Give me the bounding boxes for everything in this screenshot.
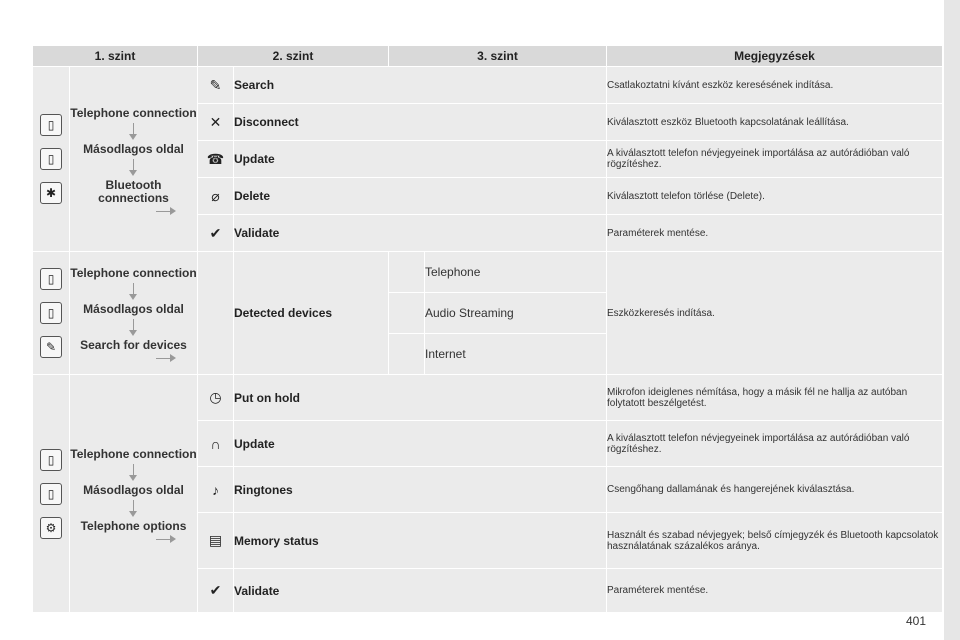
phone-button-icon: ▯ [40,268,62,290]
menu-item-label: Ringtones [234,467,607,513]
telephone-options-icon: ⚙ [40,517,62,539]
table-row [33,375,943,421]
col-header-notes: Megjegyzések [607,46,943,67]
arrow-down-icon [133,319,134,331]
checkbox-icon [389,252,425,293]
device-type-internet: Internet [425,334,607,375]
menu-item-label: Update [234,141,607,178]
device-type-audio-streaming: Audio Streaming [425,293,607,334]
checkbox-icon [389,293,425,334]
note-text: Paraméterek mentése. [607,569,943,613]
nav-step: Másodlagos oldal [83,141,184,156]
phone-update-icon: ☎ [198,141,234,178]
note-text: Kiválasztott eszköz Bluetooth kapcsolatának leállítása. [607,104,943,141]
note-text: Mikrofon ideiglenes némítása, hogy a másik fél ne hallja az autóban folytatott beszélgetést. [607,375,943,421]
check-icon: ✔ [198,215,234,252]
ringtone-icon: ♪ [198,467,234,513]
col-header-level3: 3. szint [389,46,607,67]
nav-step: Telephone connection [70,446,197,461]
key-column [33,67,70,252]
nav-step: Telephone connection [70,105,197,120]
bluetooth-disconnect-icon: ✕ [198,104,234,141]
memory-status-icon: ▤ [198,513,234,569]
device-type-telephone: Telephone [425,252,607,293]
table-row [33,252,943,293]
arrow-right-icon [156,539,170,540]
menu-item-label: Update [234,421,607,467]
page-number: 401 [906,614,927,628]
menu-item-label: Memory status [234,513,607,569]
note-text: Csengőhang dallamának és hangerejének kiválasztása. [607,467,943,513]
menu-item-label: Validate [234,569,607,613]
note-text: Kiválasztott telefon törlése (Delete). [607,178,943,215]
arrow-down-icon [133,123,134,135]
nav-path [70,375,198,613]
menu-button-icon: ▯ [40,148,62,170]
nav-path [70,252,198,375]
nav-step: Search for devices [80,338,187,352]
level2-label: Detected devices [234,252,389,375]
header-row [33,46,943,67]
menu-item-label: Disconnect [234,104,607,141]
menu-item-label: Put on hold [234,375,607,421]
note-text: Paraméterek mentése. [607,215,943,252]
nav-step: Telephone connection [70,266,197,280]
headset-icon: ∩ [198,421,234,467]
col-header-level2: 2. szint [198,46,389,67]
col-header-level1: 1. szint [33,46,198,67]
menu-button-icon: ▯ [40,302,62,324]
note-text: Eszközkeresés indítása. [607,252,943,375]
phone-button-icon: ▯ [40,114,62,136]
arrow-right-icon [156,211,170,212]
menu-item-label: Search [234,67,607,104]
note-text: Csatlakoztatni kívánt eszköz keresésének indítása. [607,67,943,104]
search-icon: ✎ [198,67,234,104]
phone-button-icon: ▯ [40,449,62,471]
table-row [33,67,943,104]
arrow-down-icon [133,500,134,512]
put-on-hold-icon: ◷ [198,375,234,421]
key-column [33,375,70,613]
note-text: Használt és szabad névjegyek; belső címjegyzék és Bluetooth kapcsolatok használatának százalékos aránya. [607,513,943,569]
arrow-down-icon [133,283,134,295]
key-column [33,252,70,375]
delete-icon: ⌀ [198,178,234,215]
checkbox-icon [389,334,425,375]
menu-button-icon: ▯ [40,483,62,505]
nav-step: Telephone options [80,518,187,533]
arrow-down-icon [133,159,134,171]
note-text: A kiválasztott telefon névjegyeinek importálása az autórádióban való rögzítéshez. [607,421,943,467]
note-text: A kiválasztott telefon névjegyeinek importálása az autórádióban való rögzítéshez. [607,141,943,178]
blank-icon-cell [198,252,234,375]
arrow-down-icon [133,464,134,476]
check-icon: ✔ [198,569,234,613]
menu-item-label: Delete [234,178,607,215]
nav-path [70,67,198,252]
nav-step: Másodlagos oldal [83,302,184,316]
search-devices-icon: ✎ [40,336,62,358]
menu-item-label: Validate [234,215,607,252]
menu-table [32,45,943,613]
arrow-right-icon [156,358,170,359]
nav-step: Bluetooth connections [98,177,169,205]
bluetooth-icon: ✱ [40,182,62,204]
nav-step: Másodlagos oldal [83,482,184,497]
page-edge-bar [944,0,960,640]
